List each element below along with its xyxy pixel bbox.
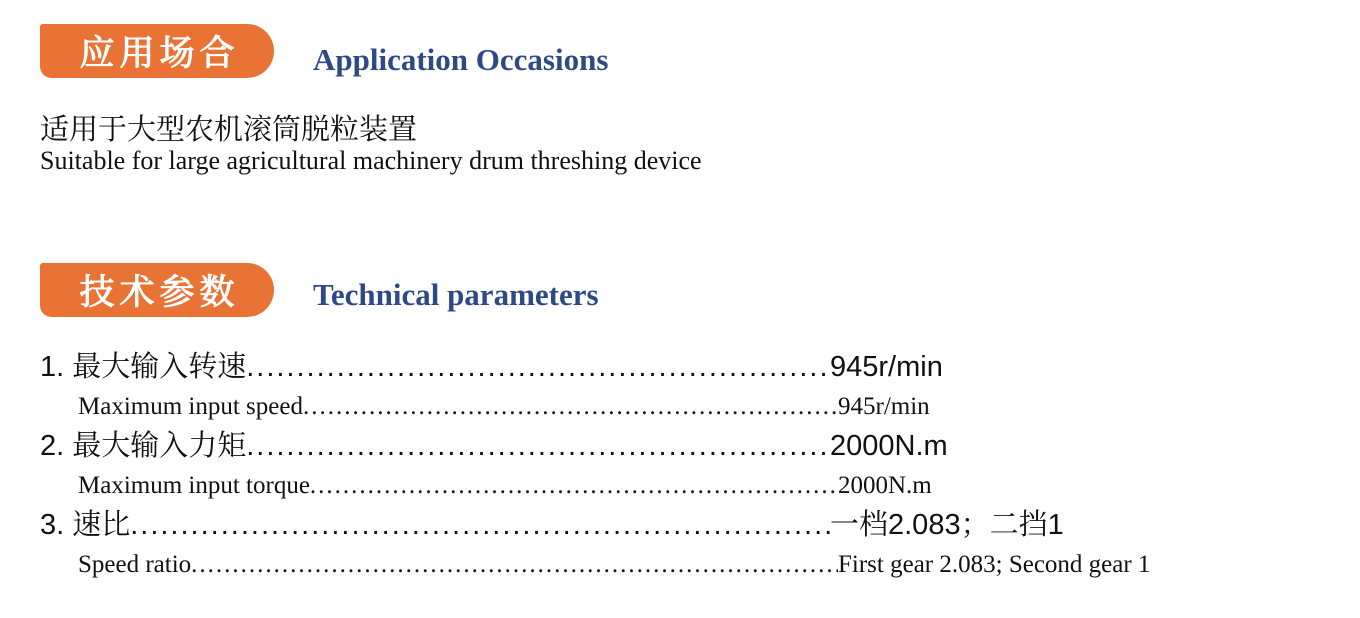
param-label-en: Maximum input speed <box>78 393 303 420</box>
param-number: 2. <box>40 430 65 462</box>
param-value-cn: 945r/min <box>830 351 943 383</box>
dot-leader <box>246 426 830 466</box>
param-row-cn <box>40 426 1340 466</box>
param-value-cn: 一档2.083；二挡1 <box>830 509 1064 541</box>
param-lead <box>40 387 838 426</box>
technical-section-badge <box>40 263 274 317</box>
technical-badge-label: 技术参数 <box>79 273 240 312</box>
param-row-cn <box>40 347 1340 387</box>
param-number: 1. <box>40 351 65 383</box>
application-section-title: Application Occasions <box>313 42 609 77</box>
param-row-en <box>40 387 1340 426</box>
param-label-en: Maximum input torque <box>78 472 310 499</box>
dot-leader <box>191 545 838 584</box>
param-number: 3. <box>40 509 65 541</box>
application-section-badge <box>40 24 274 78</box>
param-value-en: 945r/min <box>838 393 930 420</box>
param-row-en <box>40 545 1340 584</box>
param-label-cn: 最大输入转速 <box>72 351 247 383</box>
dot-leader <box>303 387 838 426</box>
param-row-cn <box>40 505 1340 545</box>
param-lead <box>40 545 838 584</box>
parameter-list <box>40 347 1340 584</box>
param-lead <box>40 426 830 466</box>
dot-leader <box>130 505 830 545</box>
param-value-en: First gear 2.083; Second gear 1 <box>838 551 1151 578</box>
param-value-en: 2000N.m <box>838 472 932 499</box>
param-lead <box>40 347 830 387</box>
param-lead <box>40 466 838 505</box>
dot-leader <box>246 347 830 387</box>
technical-section-title: Technical parameters <box>313 277 599 312</box>
param-lead <box>40 505 830 545</box>
param-label-en: Speed ratio <box>78 551 192 578</box>
param-label-cn: 速比 <box>72 509 131 541</box>
application-badge-label: 应用场合 <box>79 34 240 73</box>
param-row-en <box>40 466 1340 505</box>
param-label-cn: 最大输入力矩 <box>72 430 247 462</box>
param-value-cn: 2000N.m <box>830 430 948 462</box>
application-description-cn: 适用于大型农机滚筒脱粒装置 <box>40 114 418 146</box>
application-description-en: Suitable for large agricultural machinery drum threshing device <box>40 146 702 175</box>
dot-leader <box>310 466 838 505</box>
